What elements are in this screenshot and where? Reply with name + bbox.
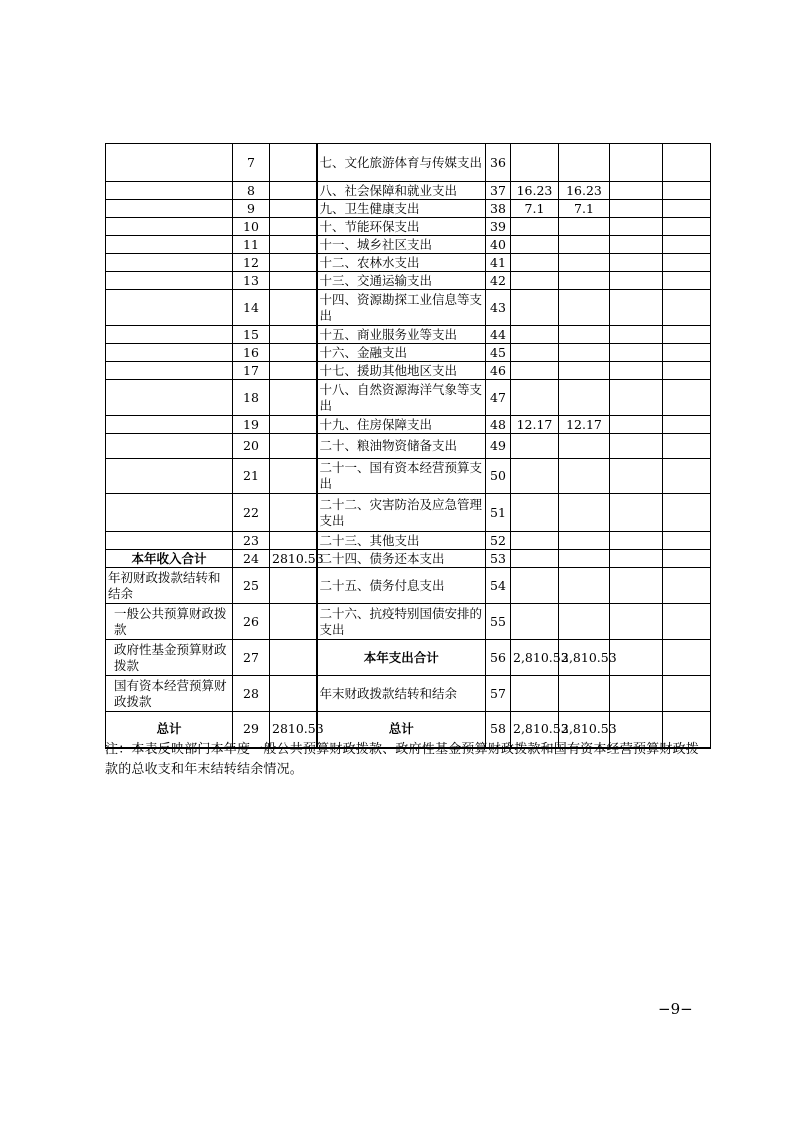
- expense-item-label: 年末财政拨款结转和结余: [317, 676, 486, 712]
- expense-total-value: [511, 362, 559, 380]
- income-item-label: 政府性基金预算财政拨款: [106, 640, 233, 676]
- empty-cell: [610, 254, 663, 272]
- expense-row-number: 41: [486, 254, 511, 272]
- income-row-number: 21: [233, 459, 270, 494]
- expense-total-value: [511, 568, 559, 604]
- budget-table: [105, 143, 711, 749]
- expense-general-budget-value: 16.23: [559, 182, 610, 200]
- income-row-number: 28: [233, 676, 270, 712]
- empty-cell: [610, 144, 663, 182]
- table-row: [106, 459, 711, 494]
- expense-total-value: [511, 144, 559, 182]
- expense-general-budget-value: [559, 326, 610, 344]
- income-row-number: 17: [233, 362, 270, 380]
- expense-row-number: 54: [486, 568, 511, 604]
- expense-item-label: 二十三、其他支出: [317, 532, 486, 550]
- expense-item-label: 二十、粮油物资储备支出: [317, 434, 486, 459]
- expense-total-value: [511, 218, 559, 236]
- income-item-label: [106, 218, 233, 236]
- income-row-number: 29: [233, 712, 270, 748]
- table-row: [106, 344, 711, 362]
- table-row: [106, 254, 711, 272]
- empty-cell: [663, 416, 711, 434]
- income-item-label: [106, 182, 233, 200]
- income-row-number: 20: [233, 434, 270, 459]
- expense-item-label: 二十五、债务付息支出: [317, 568, 486, 604]
- empty-cell: [663, 326, 711, 344]
- expense-total-value: [511, 434, 559, 459]
- empty-cell: [610, 604, 663, 640]
- expense-total-value: 2,810.53: [511, 640, 559, 676]
- expense-general-budget-value: 12.17: [559, 416, 610, 434]
- table-note: 注：本表反映部门本年度一般公共预算财政拨款、政府性基金预算财政拨款和国有资本经营预算财政拨款的总收支和年末结转结余情况。: [105, 742, 700, 777]
- empty-cell: [663, 218, 711, 236]
- empty-cell: [663, 568, 711, 604]
- empty-cell: [610, 550, 663, 568]
- expense-general-budget-value: 2,810.53: [559, 640, 610, 676]
- expense-total-value: [511, 272, 559, 290]
- table-row: [106, 380, 711, 416]
- expense-item-label: 二十一、国有资本经营预算支出: [317, 459, 486, 494]
- expense-general-budget-value: 7.1: [559, 200, 610, 218]
- expense-item-label: 九、卫生健康支出: [317, 200, 486, 218]
- income-item-label: [106, 459, 233, 494]
- income-amount: [270, 676, 317, 712]
- table-row: [106, 568, 711, 604]
- empty-cell: [663, 550, 711, 568]
- expense-row-number: 57: [486, 676, 511, 712]
- empty-cell: [610, 532, 663, 550]
- expense-general-budget-value: [559, 532, 610, 550]
- empty-cell: [610, 459, 663, 494]
- expense-total-value: [511, 236, 559, 254]
- empty-cell: [663, 236, 711, 254]
- expense-total-value: [511, 550, 559, 568]
- income-amount: [270, 236, 317, 254]
- income-item-label: [106, 290, 233, 326]
- income-item-label: [106, 362, 233, 380]
- empty-cell: [610, 640, 663, 676]
- income-amount: [270, 459, 317, 494]
- empty-cell: [610, 326, 663, 344]
- income-row-number: 12: [233, 254, 270, 272]
- expense-general-budget-value: [559, 236, 610, 254]
- table-row: [106, 290, 711, 326]
- income-item-label: [106, 434, 233, 459]
- expense-row-number: 46: [486, 362, 511, 380]
- expense-total-value: [511, 532, 559, 550]
- expense-row-number: 56: [486, 640, 511, 676]
- expense-row-number: 58: [486, 712, 511, 748]
- expense-row-number: 47: [486, 380, 511, 416]
- income-amount: [270, 144, 317, 182]
- income-row-number: 19: [233, 416, 270, 434]
- income-row-number: 7: [233, 144, 270, 182]
- expense-row-number: 39: [486, 218, 511, 236]
- income-item-label: [106, 344, 233, 362]
- expense-item-label: 十五、商业服务业等支出: [317, 326, 486, 344]
- empty-cell: [663, 434, 711, 459]
- expense-general-budget-value: 2,810.53: [559, 712, 610, 748]
- empty-cell: [610, 494, 663, 532]
- income-item-label: [106, 236, 233, 254]
- income-amount: [270, 380, 317, 416]
- expense-row-number: 51: [486, 494, 511, 532]
- expense-total-value: [511, 344, 559, 362]
- income-item-label: [106, 144, 233, 182]
- empty-cell: [663, 640, 711, 676]
- expense-general-budget-value: [559, 144, 610, 182]
- expense-general-budget-value: [559, 494, 610, 532]
- expense-general-budget-value: [559, 380, 610, 416]
- expense-general-budget-value: [559, 362, 610, 380]
- table-row: [106, 182, 711, 200]
- table-row: [106, 272, 711, 290]
- expense-general-budget-value: [559, 218, 610, 236]
- income-amount: [270, 568, 317, 604]
- expense-row-number: 42: [486, 272, 511, 290]
- table-row: [106, 676, 711, 712]
- empty-cell: [663, 344, 711, 362]
- income-item-label: 年初财政拨款结转和结余: [106, 568, 233, 604]
- income-amount: [270, 640, 317, 676]
- table-row: [106, 494, 711, 532]
- empty-cell: [663, 144, 711, 182]
- empty-cell: [610, 362, 663, 380]
- expense-total-value: [511, 494, 559, 532]
- income-amount: [270, 532, 317, 550]
- expense-item-label: 十三、交通运输支出: [317, 272, 486, 290]
- empty-cell: [610, 568, 663, 604]
- expense-general-budget-value: [559, 676, 610, 712]
- income-amount: 2810.53: [270, 712, 317, 748]
- income-row-number: 18: [233, 380, 270, 416]
- income-row-number: 25: [233, 568, 270, 604]
- income-amount: [270, 272, 317, 290]
- expense-item-label: 八、社会保障和就业支出: [317, 182, 486, 200]
- expense-item-label: 本年支出合计: [317, 640, 486, 676]
- expense-total-value: [511, 326, 559, 344]
- empty-cell: [610, 236, 663, 254]
- expense-item-label: 二十四、债务还本支出: [317, 550, 486, 568]
- expense-total-value: 12.17: [511, 416, 559, 434]
- expense-item-label: 十八、自然资源海洋气象等支出: [317, 380, 486, 416]
- expense-total-value: [511, 459, 559, 494]
- page-number: −9−: [658, 1000, 693, 1018]
- empty-cell: [663, 290, 711, 326]
- empty-cell: [610, 416, 663, 434]
- income-row-number: 27: [233, 640, 270, 676]
- expense-general-budget-value: [559, 290, 610, 326]
- empty-cell: [663, 459, 711, 494]
- income-row-number: 13: [233, 272, 270, 290]
- empty-cell: [610, 218, 663, 236]
- expense-item-label: 十四、资源勘探工业信息等支出: [317, 290, 486, 326]
- expense-general-budget-value: [559, 459, 610, 494]
- empty-cell: [610, 676, 663, 712]
- expense-item-label: 十一、城乡社区支出: [317, 236, 486, 254]
- table-body: [106, 144, 711, 748]
- expense-row-number: 55: [486, 604, 511, 640]
- expense-total-value: 7.1: [511, 200, 559, 218]
- empty-cell: [610, 434, 663, 459]
- expense-row-number: 38: [486, 200, 511, 218]
- expense-general-budget-value: [559, 604, 610, 640]
- empty-cell: [663, 676, 711, 712]
- expense-row-number: 40: [486, 236, 511, 254]
- income-item-label: [106, 272, 233, 290]
- empty-cell: [663, 200, 711, 218]
- expense-total-value: 2,810.53: [511, 712, 559, 748]
- income-amount: 2810.53: [270, 550, 317, 568]
- empty-cell: [610, 380, 663, 416]
- table-row: [106, 218, 711, 236]
- income-amount: [270, 362, 317, 380]
- income-row-number: 16: [233, 344, 270, 362]
- table-row: [106, 434, 711, 459]
- expense-total-value: 16.23: [511, 182, 559, 200]
- income-item-label: [106, 254, 233, 272]
- income-item-label: 本年收入合计: [106, 550, 233, 568]
- empty-cell: [663, 494, 711, 532]
- income-item-label: [106, 532, 233, 550]
- expense-item-label: 十九、住房保障支出: [317, 416, 486, 434]
- income-row-number: 23: [233, 532, 270, 550]
- income-row-number: 15: [233, 326, 270, 344]
- table-row: [106, 362, 711, 380]
- empty-cell: [663, 362, 711, 380]
- income-row-number: 8: [233, 182, 270, 200]
- expense-row-number: 43: [486, 290, 511, 326]
- income-amount: [270, 254, 317, 272]
- income-item-label: [106, 200, 233, 218]
- table-row: [106, 326, 711, 344]
- empty-cell: [663, 604, 711, 640]
- empty-cell: [610, 290, 663, 326]
- table-row: [106, 200, 711, 218]
- empty-cell: [663, 532, 711, 550]
- income-row-number: 22: [233, 494, 270, 532]
- table-row: [106, 604, 711, 640]
- income-row-number: 26: [233, 604, 270, 640]
- expense-row-number: 37: [486, 182, 511, 200]
- expense-row-number: 36: [486, 144, 511, 182]
- income-row-number: 14: [233, 290, 270, 326]
- table-row: [106, 532, 711, 550]
- empty-cell: [610, 272, 663, 290]
- expense-general-budget-value: [559, 344, 610, 362]
- income-row-number: 10: [233, 218, 270, 236]
- expense-item-label: 十七、援助其他地区支出: [317, 362, 486, 380]
- income-amount: [270, 344, 317, 362]
- income-row-number: 9: [233, 200, 270, 218]
- table-row: [106, 550, 711, 568]
- expense-general-budget-value: [559, 434, 610, 459]
- expense-general-budget-value: [559, 568, 610, 604]
- expense-row-number: 50: [486, 459, 511, 494]
- income-item-label: [106, 326, 233, 344]
- income-amount: [270, 200, 317, 218]
- expense-row-number: 48: [486, 416, 511, 434]
- expense-item-label: 十、节能环保支出: [317, 218, 486, 236]
- table-row: [106, 640, 711, 676]
- income-item-label: [106, 494, 233, 532]
- expense-row-number: 52: [486, 532, 511, 550]
- expense-total-value: [511, 380, 559, 416]
- income-amount: [270, 604, 317, 640]
- income-amount: [270, 290, 317, 326]
- table-row: [106, 144, 711, 182]
- expense-general-budget-value: [559, 254, 610, 272]
- expense-row-number: 49: [486, 434, 511, 459]
- income-item-label: 国有资本经营预算财政拨款: [106, 676, 233, 712]
- empty-cell: [610, 200, 663, 218]
- expense-total-value: [511, 604, 559, 640]
- income-item-label: 总计: [106, 712, 233, 748]
- income-amount: [270, 218, 317, 236]
- table-row: [106, 416, 711, 434]
- empty-cell: [663, 254, 711, 272]
- income-amount: [270, 182, 317, 200]
- expense-item-label: 十六、金融支出: [317, 344, 486, 362]
- income-item-label: 一般公共预算财政拨款: [106, 604, 233, 640]
- income-row-number: 24: [233, 550, 270, 568]
- table-row: [106, 236, 711, 254]
- empty-cell: [663, 182, 711, 200]
- income-row-number: 11: [233, 236, 270, 254]
- expense-total-value: [511, 676, 559, 712]
- expense-item-label: 二十六、抗疫特别国债安排的支出: [317, 604, 486, 640]
- expense-general-budget-value: [559, 550, 610, 568]
- expense-item-label: 十二、农林水支出: [317, 254, 486, 272]
- expense-item-label: 二十二、灾害防治及应急管理支出: [317, 494, 486, 532]
- expense-total-value: [511, 290, 559, 326]
- empty-cell: [610, 182, 663, 200]
- income-amount: [270, 416, 317, 434]
- income-amount: [270, 434, 317, 459]
- expense-row-number: 44: [486, 326, 511, 344]
- expense-item-label: 七、文化旅游体育与传媒支出: [317, 144, 486, 182]
- income-amount: [270, 494, 317, 532]
- empty-cell: [610, 344, 663, 362]
- expense-row-number: 45: [486, 344, 511, 362]
- income-amount: [270, 326, 317, 344]
- empty-cell: [663, 380, 711, 416]
- expense-item-label: 总计: [317, 712, 486, 748]
- expense-general-budget-value: [559, 272, 610, 290]
- income-item-label: [106, 416, 233, 434]
- income-item-label: [106, 380, 233, 416]
- empty-cell: [663, 272, 711, 290]
- expense-row-number: 53: [486, 550, 511, 568]
- expense-total-value: [511, 254, 559, 272]
